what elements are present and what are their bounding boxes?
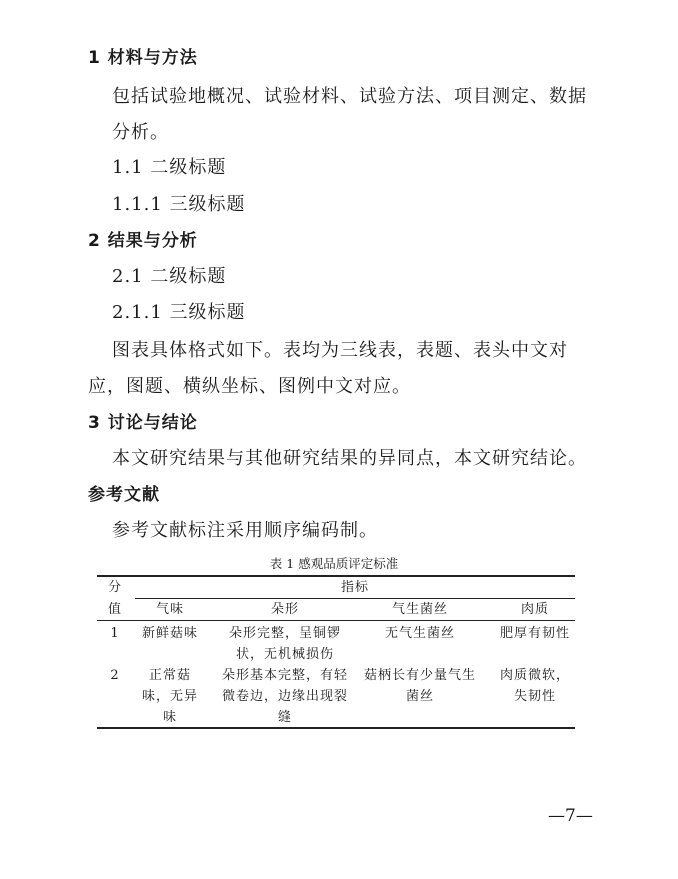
cell: 朵形基本完整，有轻 — [221, 668, 348, 683]
paragraph-line: 参考文献标注采用顺序编码制。 — [112, 520, 378, 541]
subsubheading-2-1-1: 2.1.1 三级标题 — [112, 302, 246, 323]
cell: 状，无机械损伤 — [235, 647, 334, 662]
cell: 新鲜菇味 — [141, 626, 198, 641]
cell: 微卷边，边缘出现裂 — [221, 689, 348, 704]
subheading-1-1: 1.1 二级标题 — [112, 157, 227, 178]
cell: 肉质微软， — [499, 668, 570, 683]
header-col: 肉质 — [520, 602, 549, 617]
page-number: —7— — [548, 806, 593, 826]
paragraph-line: 应，图题、横纵坐标、图例中文对应。 — [88, 376, 411, 397]
section-heading-1: 1 材料与方法 — [88, 48, 198, 68]
paragraph-line: 图表具体格式如下。表均为三线表，表题、表头中文对 — [112, 340, 568, 361]
cell-score: 2 — [110, 668, 120, 683]
cell: 缝 — [277, 710, 292, 725]
paragraph-line: 包括试验地概况、试验材料、试验方法、项目测定、数据 — [112, 86, 587, 107]
header-group: 指标 — [340, 580, 369, 595]
header-score-top: 分 — [107, 580, 122, 595]
header-col: 朵形 — [270, 602, 299, 617]
header-score-bottom: 值 — [107, 602, 122, 617]
cell: 失韧性 — [513, 689, 556, 704]
subheading-2-1: 2.1 二级标题 — [112, 266, 227, 287]
cell: 菌丝 — [405, 689, 434, 704]
cell: 无气生菌丝 — [384, 626, 455, 641]
paragraph-line: 分析。 — [112, 122, 169, 143]
header-col: 气生菌丝 — [391, 602, 448, 617]
cell: 朵形完整，呈铜锣 — [228, 626, 341, 641]
header-col: 气味 — [155, 602, 184, 617]
paragraph-line: 本文研究结果与其他研究结果的异同点，本文研究结论。 — [112, 448, 587, 469]
cell-score: 1 — [110, 626, 120, 641]
section-heading-3: 3 讨论与结论 — [88, 413, 198, 433]
cell: 肥厚有韧性 — [499, 626, 570, 641]
cell: 味，无异 — [141, 689, 198, 704]
table-caption: 表 1 感观品质评定标准 — [269, 556, 399, 571]
cell: 正常菇 — [148, 668, 191, 683]
references-heading: 参考文献 — [88, 485, 160, 505]
section-heading-2: 2 结果与分析 — [88, 231, 198, 251]
subsubheading-1-1-1: 1.1.1 三级标题 — [112, 194, 246, 215]
cell: 菇柄长有少量气生 — [363, 668, 476, 683]
cell: 味 — [162, 710, 177, 725]
